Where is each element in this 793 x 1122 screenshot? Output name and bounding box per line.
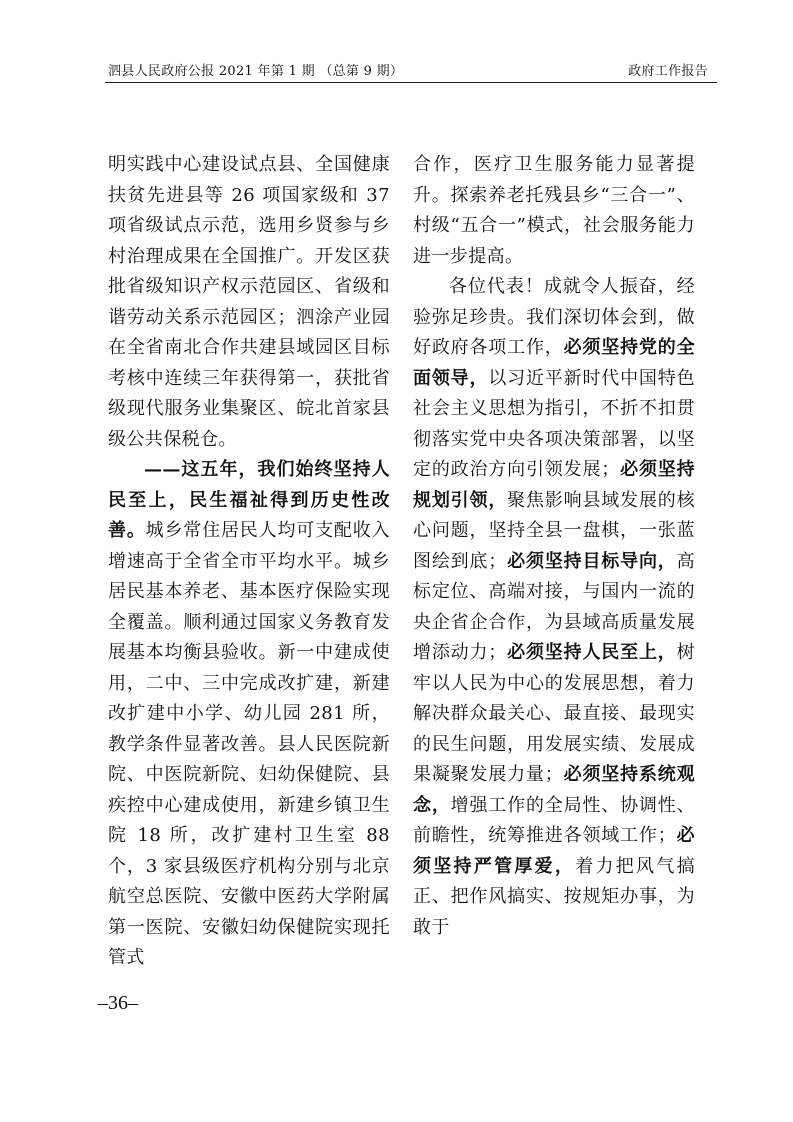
text: 着力把风气搞正、把作风搞实、按规矩办事，为敢于 [413, 855, 695, 938]
header-rule [105, 82, 717, 83]
paragraph [108, 455, 390, 974]
paragraph: 合作，医疗卫生服务能力显著提升。探索养老托残县乡“三合一”、村级“五合一”模式，社会服务能力进一步提高。 [413, 154, 695, 267]
page-number: –36– [98, 992, 138, 1014]
paragraph [413, 272, 695, 943]
bold-phrase: 必须坚持系统观念， [413, 764, 695, 816]
right-column [413, 150, 695, 943]
header-section: 政府工作报告 [628, 64, 708, 79]
header-publication: 泗县人民政府公报 2021 年第 1 期 （总第 9 期） [108, 64, 404, 79]
text: 以习近平新时代中国特色社会主义思想为指引，不折不扣贯彻落实党中央各项决策部署，以坚定的政治方向引领发展； [413, 367, 695, 480]
bold-phrase: 必须坚持目标导向， [506, 550, 677, 572]
paragraph: 明实践中心建设试点县、全国健康扶贫先进县等 26 项国家级和 37 项省级试点示范，选用乡贤参与乡村治理成果在全国推广。开发区获批省级知识产权示范园区、省级和谐劳动关系示范园区；泗涂产业园在全省南北合作共建县域园区目标考核中连续三年获得第一，获批省级现代服务业集聚区、皖北首家县级公共保税仓。 [108, 154, 390, 450]
text: 树牢以人民为中心的发展思想，着力解决群众最关心、最直接、最现实的民生问题，用发展实绩、发展成果凝聚发展力量； [413, 642, 695, 785]
bold-phrase: 必须坚持人民至上， [506, 642, 677, 663]
bold-phrase: 必须坚持党的全面领导， [413, 337, 695, 389]
bold-phrase: 必须坚持严管厚爱， [413, 825, 695, 877]
text: 增强工作的全局性、协调性、前瞻性，统筹推进各领域工作； [413, 794, 695, 846]
paragraph-text: 城乡常住居民人均可支配收入增速高于全省全市平均水平。城乡居民基本养老、基本医疗保险实现全覆盖。顺利通过国家义务教育发展基本均衡县验收。新一中建成使用，二中、三中完成改扩建，新建改扩建中小学、幼儿园 281 所，教学条件显著改善。县人民医院新院、中医院新院、妇幼保健院、县疾控中心建成使用，新建乡镇卫生院 18 所，改扩建村卫生室 88 个，3 家县级医疗机构分别与北京航空总医院、安徽中医药大学附属第一医院、安徽妇幼保健院实现托管式 [108, 520, 390, 968]
text: 高标定位、高端对接，与国内一流的央企省企合作，为县域高质量发展增添动力； [413, 550, 695, 663]
text: 聚焦影响县域发展的核心问题，坚持全县一盘棋，一张蓝图绘到底； [413, 489, 696, 572]
left-column [108, 150, 390, 974]
running-header [108, 58, 718, 80]
bold-heading: ——这五年，我们始终坚持人民至上，民生福祉得到历史性改善。 [108, 459, 390, 541]
bold-phrase: 必须坚持规划引领， [413, 459, 695, 511]
text: 各位代表！成就令人振奋，经验弥足珍贵。我们深切体会到，做好政府各项工作， [413, 276, 695, 358]
